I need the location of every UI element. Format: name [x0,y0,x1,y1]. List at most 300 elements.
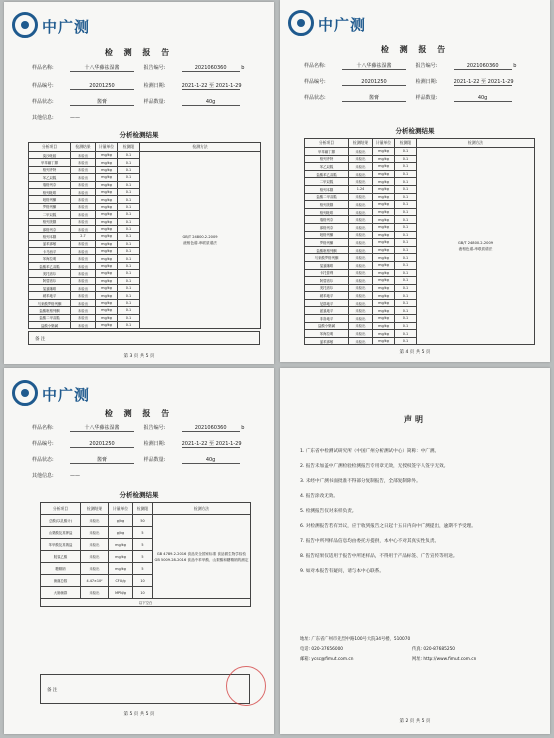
other-info: —— [70,473,80,479]
address: 广东省广州市先烈中路100号大院34号楼，510070 [311,637,411,642]
cell-item: 吡格列酮 [29,196,71,203]
cell-result: 未检出 [71,196,96,203]
cell-limit: 0.1 [118,321,140,328]
report-no: 2021060360 [182,65,240,72]
col-item: 分析项目 [305,139,349,148]
cell-unit: mg/kg [96,203,118,210]
cell-method: GB/T 24800.2-2009 液相色谱-串联质谱法 [417,148,535,345]
cell-result: 未检出 [81,551,109,563]
cell-limit: 0.1 [395,254,417,262]
cell-unit: mg/kg [96,270,118,277]
remark-row [28,331,260,345]
cell-unit: mg/kg [96,314,118,321]
cell-item: 那格列奈 [305,223,349,231]
cell-unit: CFU/g [109,575,133,587]
report-suffix: b [241,425,245,431]
cell-unit: mg/kg [373,330,395,338]
cell-item: 总酸(以乳酸计) [41,515,81,527]
cell-result: 未检出 [71,188,96,195]
report-page-5 [4,368,274,734]
table-row [305,148,535,156]
cell-limit: 0.1 [118,255,140,262]
cell-item: 硝苯地平 [305,292,349,300]
cell-result: 未检出 [81,539,109,551]
cell-result: 未检出 [349,269,373,277]
cell-item: 卡马西平 [29,248,71,255]
cell-item: 马来酸罗格列酮 [305,254,349,262]
cell-result: 未检出 [349,261,373,269]
page-number: 第 2 页 共 5 页 [399,719,431,724]
cell-unit: mg/kg [373,269,395,277]
cell-limit: 0.1 [395,292,417,300]
cell-limit: 0.1 [395,201,417,209]
other-info: —— [70,115,80,121]
cell-limit: 0.1 [118,248,140,255]
cell-result: 未检出 [71,292,96,299]
sample-status: 酱膏 [70,98,134,106]
cell-limit: 0.1 [118,188,140,195]
cell-result: 未检出 [71,174,96,181]
label-test-date: 检测日期: [143,441,166,447]
cell-unit: mg/kg [96,277,118,284]
sample-name: 十八华藤祛湿酱 [70,424,134,432]
contact-block [300,636,540,676]
cell-result: 未检出 [349,284,373,292]
cell-limit: 0.1 [395,284,417,292]
cell-result: 未检出 [349,292,373,300]
cell-item: 尼群地平 [305,299,349,307]
results-table [304,138,535,345]
cell-limit: 10 [133,575,153,587]
cell-item: 格列齐特 [29,166,71,173]
table-row [41,515,251,527]
cell-item: 大肠菌群 [41,587,81,599]
cell-result: 未检出 [349,307,373,315]
cell-item: 盐酸小檗碱 [29,321,71,328]
cell-result: 未检出 [349,193,373,201]
cell-item: 瑞格列奈 [29,181,71,188]
sample-no: 20201250 [70,83,134,90]
cell-unit: mg/kg [96,181,118,188]
cell-limit: 0.1 [118,181,140,188]
cell-result: 4.47×10² [81,575,109,587]
declaration-item: 2. 报告未加盖中广测检验检测报告专用章无效，无授权签字人签字无效。 [300,464,449,469]
label-sample-no: 样品编号: [32,441,54,447]
cell-item: 苯甲酸及其钠盐 [41,539,81,551]
cell-item: 氢氯噻嗪 [29,285,71,292]
cell-item: 盐酸苯乙双胍 [29,262,71,269]
cell-result: 未检出 [349,239,373,247]
report-no: 2021060360 [454,63,512,70]
test-date: 2021-1-22 至 2021-1-29 [453,79,514,85]
label-other: 其他信息: [32,473,54,479]
cell-limit: 0.1 [118,196,140,203]
cell-limit: 0.1 [118,240,140,247]
cell-unit: mg/kg [373,254,395,262]
cell-unit: mg/kg [96,196,118,203]
cell-limit: 0.1 [395,148,417,156]
cell-limit: 0.1 [118,159,140,166]
cell-limit: 0.1 [395,261,417,269]
cell-unit: mg/kg [373,201,395,209]
cell-result: 未检出 [81,587,109,599]
cell-result: 未检出 [71,211,96,218]
label-sample-name: 样品名称: [32,65,54,71]
col-method: 检测方法 [417,139,535,148]
cell-item: 美托洛尔 [305,284,349,292]
cell-item: 苯海拉明 [29,255,71,262]
website-label: 网址: [412,657,423,662]
inspection-stamp [226,666,266,706]
cell-unit: mg/kg [109,551,133,563]
col-item: 分析项目 [29,143,71,152]
cell-limit: 0.1 [395,163,417,171]
page-number: 第 4 页 共 5 页 [399,350,431,355]
cell-item: 盐酸吡格列酮 [29,307,71,314]
cell-unit: mg/kg [373,148,395,156]
cell-limit: 0.1 [395,299,417,307]
cell-result: 未检出 [71,262,96,269]
col-unit: 计量单位 [373,139,395,148]
cell-limit: 0.1 [395,277,417,285]
cell-result: 未检出 [349,163,373,171]
label-sample-no: 样品编号: [304,79,326,85]
cell-item: 氢氯噻嗪 [305,261,349,269]
cell-item: 二甲双胍 [29,211,71,218]
cell-unit: g/kg [109,515,133,527]
phone-label: 电话: [300,647,311,652]
report-page-3 [4,2,274,364]
cell-item: 罗格列酮 [305,239,349,247]
cell-result: 未检出 [71,314,96,321]
results-table [40,502,251,607]
brand-name: 中广测 [42,18,91,36]
cell-limit: 0.1 [395,170,417,178]
cell-unit: mg/kg [373,193,395,201]
cell-unit: mg/kg [373,299,395,307]
label-sample-name: 样品名称: [32,425,54,431]
cell-result: 未检出 [71,152,96,159]
label-sample-qty: 样品数量: [143,99,166,105]
results-table [28,142,261,329]
cell-item: 山梨酸及其钾盐 [41,527,81,539]
cell-result: 未检出 [81,527,109,539]
declaration-page [280,368,550,734]
cell-limit: 0.1 [395,178,417,186]
phone: 020-37656000 [311,647,344,652]
cell-limit: 0.1 [118,314,140,321]
cell-result: 未检出 [349,178,373,186]
cell-limit: 0.1 [395,269,417,277]
test-date: 2021-1-22 至 2021-1-29 [181,83,242,89]
cell-limit: 0.1 [118,174,140,181]
cell-limit: 0.1 [118,270,140,277]
cell-limit: 0.1 [395,239,417,247]
cell-item: 吡格列酮 [305,231,349,239]
cell-item: 马来酸罗格列酮 [29,299,71,306]
cell-item: 二甲双胍 [305,178,349,186]
cell-limit: 5 [133,527,153,539]
fax-label: 传真: [412,647,423,652]
col-limit: 检测限 [395,139,417,148]
col-unit: 计量单位 [96,143,118,152]
cell-unit: mg/kg [373,246,395,254]
cell-result: 未检出 [71,307,96,314]
cell-limit: 0.1 [395,185,417,193]
cell-limit: 0.1 [118,262,140,269]
col-item: 分析项目 [41,503,81,515]
cell-limit: 0.1 [118,307,140,314]
col-result: 检测结果 [349,139,373,148]
cell-limit: 0.1 [395,208,417,216]
cell-result: 未检出 [349,223,373,231]
cell-item: 盐酸二甲双胍 [29,314,71,321]
label-sample-no: 样品编号: [32,83,54,89]
cell-item: 盐酸小檗碱 [305,322,349,330]
cell-item: 甲苯磺丁脲 [305,148,349,156]
cell-limit: 0.1 [395,315,417,323]
sample-qty: 40g [182,99,240,106]
label-test-date: 检测日期: [143,83,166,89]
cell-result: 1.24 [349,185,373,193]
email: ycsc@fimut.com.cn [311,657,354,662]
cell-result: 未检出 [71,277,96,284]
logo-ring-icon [288,10,314,36]
cell-limit: 0.1 [395,307,417,315]
sample-qty: 40g [454,95,512,102]
cell-item: 非洛地平 [305,315,349,323]
cell-item: 氨氯地平 [305,307,349,315]
fax: 020-87685250 [423,647,456,652]
cell-result: 未检出 [71,321,96,328]
cell-item: 盐酸吡格列酮 [305,246,349,254]
cell-limit: 0.1 [395,330,417,338]
remark-row [40,674,250,704]
cell-limit: 0.1 [118,299,140,306]
cell-item: 格列齐特 [305,155,349,163]
cell-limit: 0.1 [118,225,140,232]
section-title: 分析检测结果 [119,131,159,139]
cell-unit: mg/kg [96,262,118,269]
cell-unit: mg/kg [96,159,118,166]
cell-result: 未检出 [71,248,96,255]
cell-item: 糖精钠 [41,563,81,575]
declaration-item: 5. 检测报告仅对来样负责。 [300,509,357,514]
remark-label: 备 注 [47,688,58,693]
cell-item: 硝苯地平 [29,292,71,299]
cell-item: 格列美脲 [305,201,349,209]
declaration-item: 7. 报告中所列样品信息均由委托方提供，本中心不对其真实性负责。 [300,539,440,544]
cell-unit: mg/kg [96,240,118,247]
cell-unit: g/kg [109,527,133,539]
sample-no: 20201250 [70,441,134,448]
cell-item: 格列本脲 [305,185,349,193]
blank-note: 以下空白 [41,599,251,607]
cell-limit: 5 [133,563,153,575]
cell-unit: mg/kg [373,163,395,171]
report-suffix: b [241,65,245,71]
cell-unit: mg/kg [96,292,118,299]
cell-item: 菌落总数 [41,575,81,587]
cell-result: 未检出 [349,148,373,156]
cell-limit: 0.1 [118,285,140,292]
cell-item: 莫沙吡胺 [29,152,71,159]
cell-unit: mg/kg [96,188,118,195]
brand-logo [12,380,122,408]
col-result: 检测结果 [71,143,96,152]
cell-item: 苯乙双胍 [29,174,71,181]
cell-unit: mg/kg [96,152,118,159]
col-unit: 计量单位 [109,503,133,515]
label-report-no: 报告编号: [415,63,438,69]
cell-unit: mg/kg [96,255,118,262]
cell-unit: mg/kg [96,218,118,225]
cell-limit: 50 [133,515,153,527]
cell-unit: mg/kg [373,223,395,231]
label-sample-qty: 样品数量: [143,457,166,463]
logo-ring-icon [12,12,38,38]
brand-logo [288,10,398,38]
cell-limit: 0.1 [395,193,417,201]
cell-unit: mg/kg [96,307,118,314]
cell-result: 未检出 [349,254,373,262]
cell-result: 未检出 [349,155,373,163]
cell-unit: mg/kg [373,208,395,216]
cell-result: 未检出 [349,299,373,307]
cell-limit: 0.1 [118,277,140,284]
cell-limit: 0.1 [395,337,417,345]
cell-item: 格列美脲 [29,218,71,225]
label-sample-name: 样品名称: [304,63,326,69]
cell-unit: mg/kg [373,307,395,315]
cell-result: 未检出 [71,240,96,247]
declaration-item: 9. 如对本报告有疑问，请与本中心联系。 [300,569,384,574]
cell-result: 未检出 [71,166,96,173]
declaration-item: 4. 报告涂改无效。 [300,494,339,499]
test-date: 2021-1-22 至 2021-1-29 [181,441,242,447]
website: http://www.fimut.com.cn [423,657,477,662]
cell-unit: mg/kg [96,321,118,328]
cell-item: 阿替洛尔 [305,277,349,285]
cell-result: 未检出 [71,270,96,277]
declaration-item: 8. 报告结果仅适用于报告中所述样品，不得用于产品标签、广告宣传等用途。 [300,554,458,559]
cell-item: 阿替洛尔 [29,277,71,284]
cell-result: 未检出 [349,315,373,323]
cell-result: 2.7 [71,233,96,240]
cell-limit: 0.1 [118,218,140,225]
cell-limit: 0.1 [118,292,140,299]
cell-limit: 5 [133,551,153,563]
cell-limit: 0.1 [118,203,140,210]
cell-result: 未检出 [81,515,109,527]
cell-item: 甲苯磺丁脲 [29,159,71,166]
label-sample-status: 样品状态: [304,95,326,101]
cell-unit: mg/kg [96,248,118,255]
label-sample-status: 样品状态: [32,457,54,463]
cell-unit: mg/kg [96,225,118,232]
cell-unit: mg/kg [373,155,395,163]
cell-result: 未检出 [71,181,96,188]
sample-qty: 40g [182,457,240,464]
brand-logo [12,12,122,40]
cell-unit: mg/kg [373,216,395,224]
cell-unit: mg/kg [373,322,395,330]
cell-limit: 0.1 [118,152,140,159]
sample-status: 酱膏 [342,94,406,102]
cell-result: 未检出 [349,201,373,209]
col-limit: 检测限 [118,143,140,152]
label-test-date: 检测日期: [415,79,438,85]
cell-unit: mg/kg [96,285,118,292]
col-limit: 检测限 [133,503,153,515]
cell-unit: mg/kg [109,539,133,551]
cell-result: 未检出 [71,225,96,232]
report-suffix: b [513,63,517,69]
email-label: 邮箱: [300,657,311,662]
cell-result: 未检出 [71,203,96,210]
sample-name: 十八华藤祛湿酱 [70,64,134,72]
cell-limit: 0.1 [395,223,417,231]
cell-limit: 0.1 [395,155,417,163]
table-row [29,152,261,159]
cell-item: 罗格列酮 [29,203,71,210]
cell-item: 格列本脲 [29,233,71,240]
section-title: 分析检测结果 [395,127,435,135]
cell-item: 瑞格列奈 [305,216,349,224]
cell-unit: mg/kg [373,337,395,345]
declaration-item: 1. 广东省中检测试研究所（中国广州分析测试中心）简称：中广测。 [300,449,440,454]
cell-unit: MPN/g [109,587,133,599]
cell-method: GB/T 24800.2-2009 液相色谱-串联质谱法 [140,152,261,329]
cell-result: 未检出 [349,330,373,338]
cell-unit: mg/kg [373,292,395,300]
cell-result: 未检出 [349,322,373,330]
cell-limit: 10 [133,587,153,599]
cell-limit: 0.1 [395,246,417,254]
report-title: 检 测 报 告 [104,48,174,57]
sample-info [32,424,262,484]
address-label: 地址: [300,637,311,642]
cell-result: 未检出 [349,170,373,178]
label-report-no: 报告编号: [143,425,166,431]
cell-unit: mg/kg [373,239,395,247]
declaration-item: 3. 未经中广测书面批准不得部分复制报告，全部复制除外。 [300,479,421,484]
page-number: 第 5 页 共 5 页 [123,712,155,717]
label-other: 其他信息: [32,115,54,121]
cell-unit: mg/kg [96,233,118,240]
cell-result: 未检出 [349,216,373,224]
report-no: 2021060360 [182,425,240,432]
cell-item: 苯乙双胍 [305,163,349,171]
section-title: 分析检测结果 [119,491,159,499]
remark-label: 备 注 [35,337,46,342]
cell-result: 未检出 [349,246,373,254]
cell-result: 未检出 [71,218,96,225]
cell-method: GB 4789.2-2016 食品安全国家标准 食品微生物学检验 GB 5009.28-2016 食品中苯甲酸、山梨酸和糖精钠的测定 [153,515,251,599]
cell-item: 美托洛尔 [29,270,71,277]
declaration-title: 声明 [404,415,426,424]
cell-result: 未检出 [71,285,96,292]
cell-unit: mg/kg [96,174,118,181]
cell-item: 氯苯那敏 [29,240,71,247]
cell-result: 未检出 [349,277,373,285]
sample-status: 酱膏 [70,456,134,464]
cell-item: 氯苯那敏 [305,337,349,345]
sample-name: 十八华藤祛湿酱 [342,62,406,70]
cell-unit: mg/kg [373,315,395,323]
cell-result: 未检出 [71,159,96,166]
cell-item: 盐酸二甲双胍 [305,193,349,201]
